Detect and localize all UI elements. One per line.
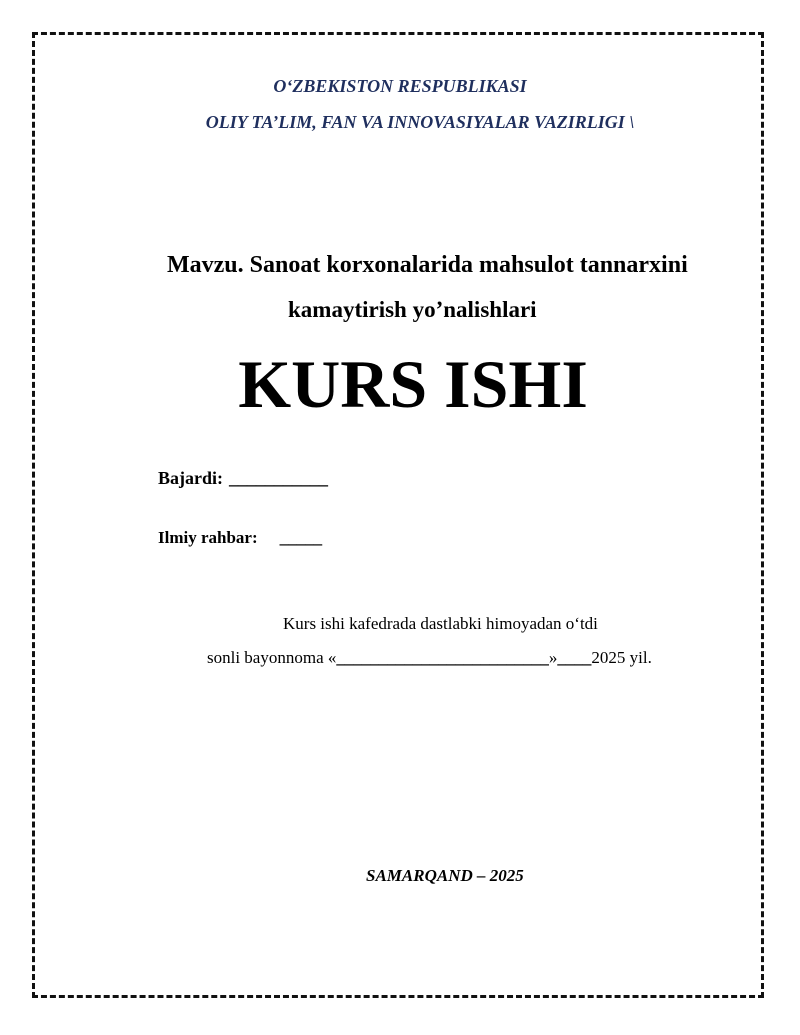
protocol-quote-close: » [548,648,558,667]
supervisor-field [158,528,322,548]
topic-line-1: Mavzu. Sanoat korxonalarida mahsulot tannarxini [167,252,688,278]
protocol-date-blank: _________________________ [336,648,549,667]
author-label: Bajardi: [158,468,223,488]
ministry-heading: OLIY TA’LIM, FAN VA INNOVASIYALAR VAZIRLIGI \ [205,112,635,132]
protocol-year: 2025 yil. [591,648,652,667]
protocol-line [207,648,652,668]
city-year: SAMARQAND – 2025 [366,866,524,885]
protocol-number-blank: ____ [557,648,592,667]
topic-line-2: kamaytirish yo’nalishlari [288,297,537,322]
page-border [32,32,764,998]
supervisor-blank: _____ [279,528,323,547]
author-field [158,468,328,489]
protocol-prefix: sonli bayonnoma « [207,648,337,667]
republic-heading: O‘ZBEKISTON RESPUBLIKASI [273,76,527,96]
defense-statement: Kurs ishi kafedrada dastlabki himoyadan o‘tdi [283,614,598,633]
author-blank: ___________ [229,468,328,488]
document-title: KURS ISHI [238,346,588,422]
supervisor-label: Ilmiy rahbar: [158,528,258,547]
